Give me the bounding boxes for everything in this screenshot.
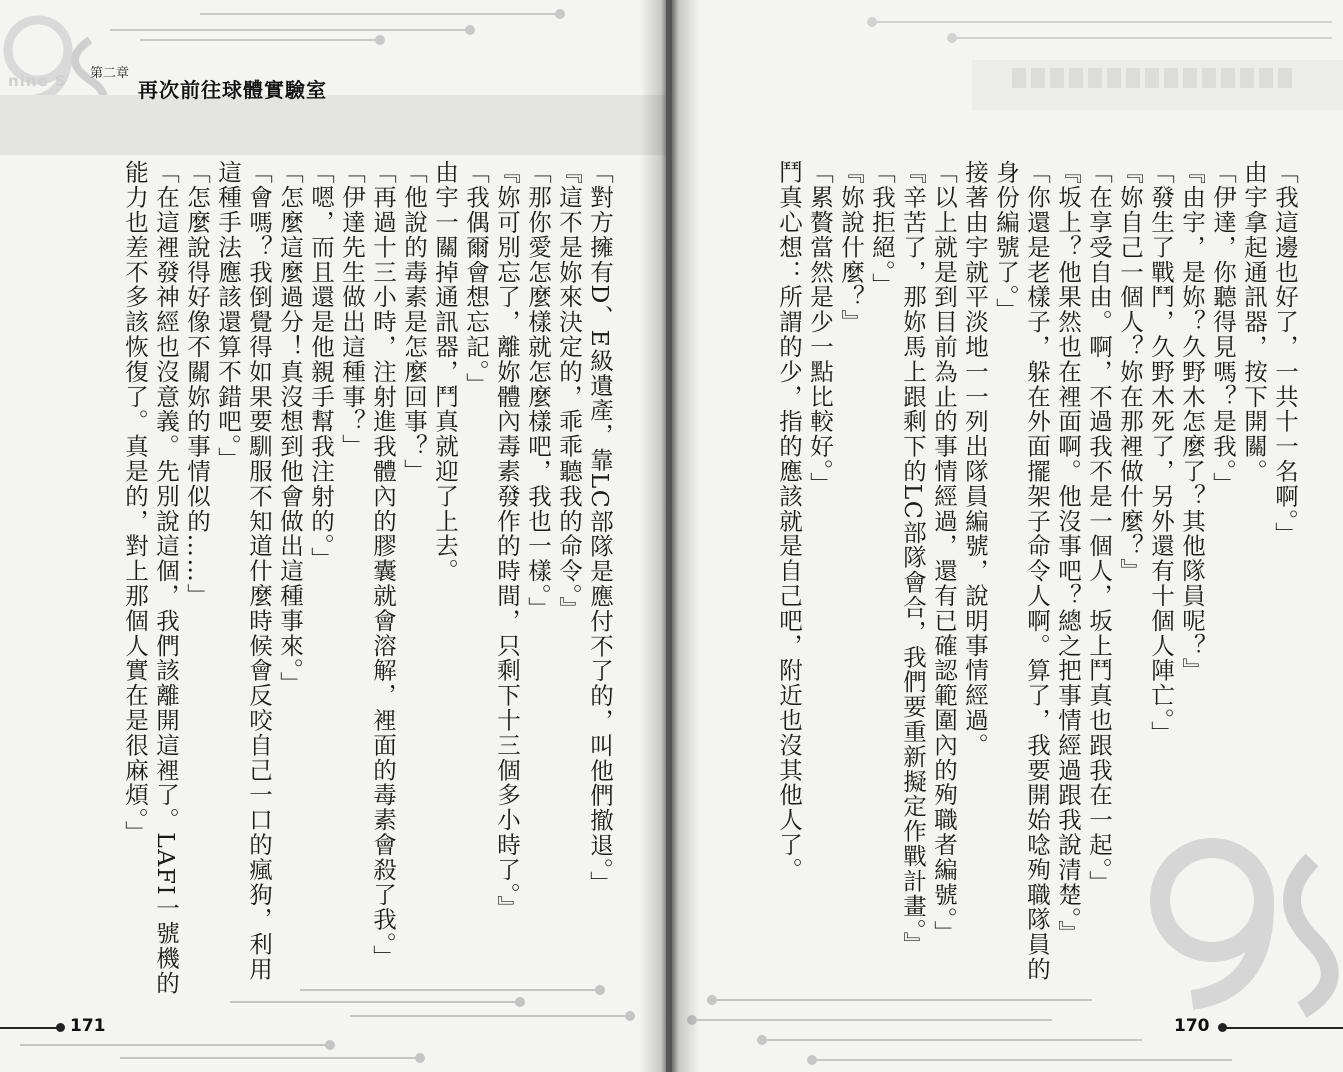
paragraph: 『由宇，是妳？久野木怎麼了？其他隊員呢？』: [1178, 160, 1206, 683]
paragraph: 「伊達先生做出這種事？」: [338, 160, 366, 459]
left-page-text: [60, 160, 615, 1000]
paragraph: 「怎麼這麼過分！真沒想到他會做出這種事來。」: [276, 160, 304, 697]
paragraph: 「怎麼說得好像不關妳的事情似的……」: [183, 160, 211, 609]
right-page-text: [734, 160, 1300, 1000]
footer-rule: [1224, 1027, 1343, 1029]
paragraph: 『辛苦了，那妳馬上跟剩下的LC部隊會合，我們要重新擬定作戰計畫。』: [899, 160, 927, 957]
paragraph: 「我偶爾會想忘記。」: [462, 160, 490, 398]
page-number-right: 170: [1174, 1016, 1210, 1036]
paragraph: 由宇一關掉通訊器，鬥真就迎了上去。: [431, 160, 459, 584]
paragraph: 『妳說什麼？』: [837, 160, 865, 335]
paragraph: 由宇拿起通訊器，按下開關。: [1240, 160, 1268, 484]
paragraph: 接著由宇就平淡地一一列出隊員編號，說明事情經過。: [961, 160, 989, 758]
paragraph: 「對方擁有D、E級遺產，靠LC部隊是應付不了的，叫他們撤退。」: [586, 160, 614, 896]
paragraph: 「發生了戰鬥，久野木死了，另外還有十個人陣亡。」: [1147, 160, 1175, 746]
paragraph: 『妳自己一個人？妳在那裡做什麼？』: [1116, 160, 1144, 584]
right-page: [672, 0, 1343, 1072]
paragraph: 「累贅當然是少一點比較好。」: [806, 160, 834, 497]
paragraph: 鬥真心想：所謂的少，指的應該就是自己吧，附近也沒其他人了。: [775, 160, 803, 883]
paragraph: 「以上就是到目前為止的事情經過，還有已確認範圍內的殉職者編號。」: [930, 160, 958, 946]
left-page: [0, 0, 666, 1072]
paragraph: 「你還是老樣子，躲在外面擺架子命令人啊。算了，我要開始唸殉職隊員的身份編號了。」: [992, 160, 1051, 982]
paragraph: 「會嗎？我倒覺得如果要馴服不知道什麼時候會反咬自己一口的瘋狗，利用這種手法應該還算不錯吧。」: [214, 160, 273, 982]
page-number-left: 171: [70, 1016, 106, 1036]
paragraph: 「他說的毒素是怎麼回事？」: [400, 160, 428, 484]
series-logo: nine S: [8, 72, 67, 90]
footer-rule: [0, 1027, 58, 1029]
paragraph: 「在享受自由。啊，不過我不是一個人，坂上鬥真也跟我在一起。」: [1085, 160, 1113, 896]
paragraph: 「在這裡發神經也沒意義。先別說這個，我們該離開這裡了。LAFI一號機的能力也差不多該恢復了。真是的，對上那個人實在是很麻煩。」: [121, 160, 180, 996]
paragraph: 「伊達，你聽得見嗎？是我。」: [1209, 160, 1237, 497]
footer-dot: [56, 1023, 65, 1032]
paragraph: 「我拒絕。」: [868, 160, 896, 298]
paragraph: 『坂上？他果然也在裡面啊。他沒事吧？總之把事情經過跟我說清楚。』: [1054, 160, 1082, 946]
paragraph: 「我這邊也好了，一共十一名啊。」: [1271, 160, 1299, 547]
paragraph: 「那你愛怎麼樣就怎麼樣吧，我也一樣。」: [524, 160, 552, 622]
chapter-title: 再次前往球體實驗室: [138, 78, 327, 102]
paragraph: 「再過十三小時，注射進我體內的膠囊就會溶解，裡面的毒素會殺了我。」: [369, 160, 397, 970]
paragraph: 『妳可別忘了，離妳體內毒素發作的時間，只剩下十三個多小時了。』: [493, 160, 521, 921]
paragraph: 『這不是妳來決定的，乖乖聽我的命令。』: [555, 160, 583, 622]
running-header-faint: [1012, 68, 1292, 88]
paragraph: 「嗯，而且還是他親手幫我注射的。」: [307, 160, 335, 572]
chapter-label: 第二章: [90, 66, 130, 81]
